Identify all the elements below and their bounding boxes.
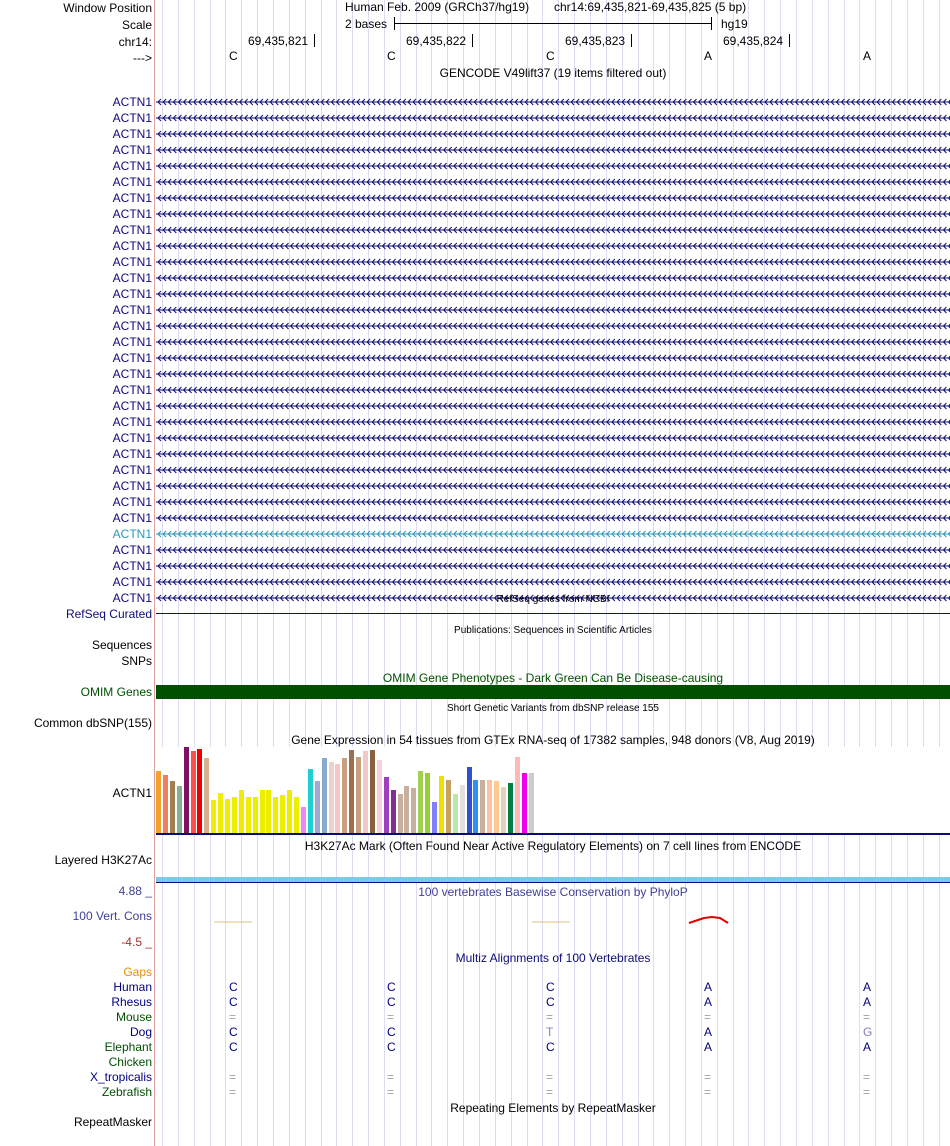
multiz-species-label[interactable]: Chicken (108, 1055, 152, 1069)
gtex-tissue-bar[interactable] (342, 758, 347, 833)
gencode-transcript[interactable] (156, 239, 950, 253)
gtex-label[interactable]: ACTN1 (112, 786, 152, 800)
multiz-base: C (546, 1040, 555, 1054)
gencode-transcript[interactable] (156, 111, 950, 125)
gencode-gene-label[interactable]: ACTN1 (112, 159, 152, 173)
gtex-tissue-bar[interactable] (329, 762, 334, 833)
gencode-gene-label[interactable]: ACTN1 (112, 367, 152, 381)
gencode-gene-label[interactable]: ACTN1 (112, 431, 152, 445)
multiz-base: A (863, 1040, 872, 1054)
gtex-tissue-bar[interactable] (411, 788, 416, 833)
gencode-transcript[interactable] (156, 447, 950, 461)
gencode-gene-label[interactable]: ACTN1 (112, 239, 152, 253)
gtex-tissue-bar[interactable] (501, 787, 506, 833)
strand-label: ---> (133, 51, 152, 65)
gencode-transcript[interactable] (156, 383, 950, 397)
gencode-transcript[interactable] (156, 543, 950, 557)
multiz-base: A (863, 995, 872, 1009)
multiz-base: C (546, 995, 555, 1009)
gtex-tissue-bar[interactable] (301, 807, 306, 833)
gtex-tissue-bar[interactable] (184, 747, 189, 833)
gencode-transcript[interactable] (156, 303, 950, 317)
gtex-tissue-bar[interactable] (391, 790, 396, 833)
gencode-transcript[interactable] (156, 511, 950, 525)
conservation-track-title[interactable]: 100 vertebrates Basewise Conservation by PhyloP (418, 885, 688, 899)
gencode-transcript[interactable] (156, 463, 950, 477)
assembly-name: Human Feb. 2009 (GRCh37/hg19) (345, 0, 530, 14)
coordinate-tick (314, 34, 315, 47)
gencode-transcript[interactable] (156, 207, 950, 221)
gencode-transcript[interactable] (156, 143, 950, 157)
multiz-base: C (546, 980, 555, 994)
publications-track-title[interactable]: Publications: Sequences in Scientific Articles (454, 625, 652, 636)
gtex-tissue-bar[interactable] (515, 757, 520, 833)
coordinate-tick (789, 34, 790, 47)
label-divider (154, 0, 155, 1146)
gtex-tissue-bar[interactable] (425, 773, 430, 833)
gencode-gene-label[interactable]: ACTN1 (112, 527, 152, 541)
gtex-track-title[interactable]: Gene Expression in 54 tissues from GTEx RNA-seq of 17382 samples, 948 donors (V8, Aug 2019) (291, 733, 815, 747)
gtex-tissue-bar[interactable] (446, 780, 451, 833)
window-position[interactable]: chr14:69,435,821-69,435,825 (5 bp) (554, 0, 747, 14)
omim-label[interactable]: OMIM Genes (80, 685, 152, 699)
db-label: hg19 (721, 17, 748, 31)
multiz-base: C (229, 980, 238, 994)
gtex-tissue-bar[interactable] (246, 797, 251, 833)
gtex-tissue-bar[interactable] (308, 769, 313, 833)
multiz-base: A (863, 980, 872, 994)
gencode-transcript[interactable] (156, 351, 950, 365)
gtex-tissue-bar[interactable] (191, 751, 196, 833)
h3k27ac-track-title[interactable]: H3K27Ac Mark (Often Found Near Active Regulatory Elements) on 7 cell lines from ENCODE (304, 839, 802, 853)
multiz-base: C (387, 1040, 396, 1054)
multiz-base: = (546, 1070, 554, 1084)
multiz-base: T (546, 1025, 554, 1039)
gtex-tissue-bar[interactable] (197, 749, 202, 833)
gtex-tissue-bar[interactable] (273, 797, 278, 833)
publications-sequences-label[interactable]: Sequences (91, 638, 152, 652)
multiz-base: = (704, 1085, 712, 1099)
gtex-tissue-bar[interactable] (177, 786, 182, 833)
gtex-tissue-bar[interactable] (473, 780, 478, 833)
reference-base: A (863, 49, 872, 63)
gtex-tissue-bar[interactable] (370, 750, 375, 833)
gencode-transcript[interactable] (156, 559, 950, 573)
reference-base: C (546, 49, 555, 63)
gencode-transcript[interactable] (156, 431, 950, 445)
gtex-tissue-bar[interactable] (170, 781, 175, 833)
coordinate-tick (472, 34, 473, 47)
scale-bar-right-tick (711, 17, 712, 30)
publications-snps-label[interactable]: SNPs (121, 654, 152, 668)
multiz-base: A (704, 1025, 713, 1039)
multiz-base: C (229, 995, 238, 1009)
reference-base: C (387, 49, 396, 63)
gtex-tissue-bar[interactable] (218, 793, 223, 833)
gtex-tissue-bar[interactable] (163, 775, 168, 833)
multiz-species-label[interactable]: Zebrafish (101, 1085, 152, 1099)
coordinate-tick (631, 34, 632, 47)
gencode-transcript[interactable] (156, 127, 950, 141)
gtex-tissue-bar[interactable] (487, 780, 492, 833)
gencode-transcript[interactable] (156, 319, 950, 333)
gencode-transcript[interactable] (156, 95, 950, 109)
gtex-tissue-bar[interactable] (384, 777, 389, 833)
scale-bar (394, 23, 711, 24)
multiz-base: = (229, 1085, 237, 1099)
omim-track-title[interactable]: OMIM Gene Phenotypes - Dark Green Can Be Disease-causing (382, 671, 724, 685)
multiz-base: = (387, 1085, 395, 1099)
gencode-transcript[interactable] (156, 271, 950, 285)
gencode-transcript[interactable] (156, 399, 950, 413)
gencode-transcript[interactable] (156, 335, 950, 349)
gtex-tissue-bar[interactable] (398, 794, 403, 833)
gencode-transcript[interactable] (156, 575, 950, 589)
multiz-base: A (704, 1040, 713, 1054)
refseq-track-title[interactable]: RefSeq genes from NCBI (496, 594, 610, 605)
multiz-base: = (863, 1010, 871, 1024)
gencode-gene-label[interactable]: ACTN1 (112, 495, 152, 509)
multiz-base: = (863, 1070, 871, 1084)
omim-gene-bar[interactable] (156, 685, 950, 699)
conservation-plot[interactable] (156, 910, 950, 930)
gencode-gene-label[interactable]: ACTN1 (112, 191, 152, 205)
gtex-tissue-bar[interactable] (156, 771, 161, 833)
gtex-tissue-bar[interactable] (418, 771, 423, 833)
gencode-transcript[interactable] (156, 367, 950, 381)
h3k27ac-baseline (156, 882, 950, 883)
gtex-tissue-bar[interactable] (204, 758, 209, 833)
multiz-track-title[interactable]: Multiz Alignments of 100 Vertebrates (455, 951, 651, 965)
reference-base: C (229, 49, 238, 63)
gencode-gene-label[interactable]: ACTN1 (112, 127, 152, 141)
gtex-tissue-bar[interactable] (522, 773, 527, 833)
gencode-gene-label[interactable]: ACTN1 (112, 383, 152, 397)
gencode-gene-label[interactable]: ACTN1 (112, 95, 152, 109)
gencode-transcript[interactable] (156, 175, 950, 189)
gtex-tissue-bar[interactable] (294, 797, 299, 833)
repeatmasker-label[interactable]: RepeatMasker (73, 1115, 152, 1129)
chrom-label: chr14: (118, 35, 152, 49)
refseq-gene-line[interactable] (156, 613, 950, 614)
multiz-species-label[interactable]: Rhesus (111, 995, 152, 1009)
gtex-tissue-bar[interactable] (363, 751, 368, 833)
gtex-tissue-bar[interactable] (404, 786, 409, 833)
gencode-gene-label[interactable]: ACTN1 (112, 175, 152, 189)
gencode-track-title[interactable]: GENCODE V49lift37 (19 items filtered out) (439, 66, 667, 80)
multiz-base: A (704, 980, 713, 994)
gencode-gene-label[interactable]: ACTN1 (112, 319, 152, 333)
gtex-tissue-bar[interactable] (432, 802, 437, 833)
coordinate-label: 69,435,822 (406, 34, 467, 48)
gtex-tissue-bar[interactable] (439, 776, 444, 833)
gencode-gene-label[interactable]: ACTN1 (112, 271, 152, 285)
coordinate-label: 69,435,823 (565, 34, 626, 48)
gencode-gene-label[interactable]: ACTN1 (112, 591, 152, 605)
gtex-tissue-bar[interactable] (349, 750, 354, 833)
multiz-gaps-label: Gaps (123, 965, 152, 979)
gtex-tissue-bar[interactable] (494, 781, 499, 833)
gtex-tissue-bar[interactable] (322, 758, 327, 833)
multiz-base: = (387, 1070, 395, 1084)
gtex-tissue-bar[interactable] (260, 790, 265, 833)
repeatmasker-track-title[interactable]: Repeating Elements by RepeatMasker (450, 1101, 656, 1115)
gencode-gene-label[interactable]: ACTN1 (112, 463, 152, 477)
multiz-species-label[interactable]: X_tropicalis (89, 1070, 152, 1084)
conservation-min-label: -4.5 _ (121, 935, 152, 949)
gtex-tissue-bar[interactable] (480, 780, 485, 833)
gtex-bar-chart[interactable] (156, 747, 950, 833)
gencode-gene-label[interactable]: ACTN1 (112, 415, 152, 429)
multiz-base: = (704, 1010, 712, 1024)
gencode-gene-label[interactable]: ACTN1 (112, 575, 152, 589)
gtex-tissue-bar[interactable] (211, 800, 216, 833)
multiz-base: G (863, 1025, 873, 1039)
dbsnp-track-title[interactable]: Short Genetic Variants from dbSNP release 155 (447, 703, 659, 714)
multiz-base: A (704, 995, 713, 1009)
gencode-gene-label[interactable]: ACTN1 (112, 303, 152, 317)
multiz-base: = (863, 1085, 871, 1099)
gencode-transcript[interactable] (156, 527, 950, 541)
gencode-gene-label[interactable]: ACTN1 (112, 335, 152, 349)
scale-label: Scale (121, 18, 152, 32)
gencode-gene-label[interactable]: ACTN1 (112, 447, 152, 461)
gtex-tissue-bar[interactable] (280, 795, 285, 833)
gencode-gene-label[interactable]: ACTN1 (112, 351, 152, 365)
gencode-transcript[interactable] (156, 479, 950, 493)
multiz-base: C (387, 980, 396, 994)
gencode-transcript[interactable] (156, 255, 950, 269)
gencode-gene-label[interactable]: ACTN1 (112, 399, 152, 413)
gtex-tissue-bar[interactable] (287, 790, 292, 833)
gtex-tissue-bar[interactable] (335, 764, 340, 833)
gtex-tissue-bar[interactable] (508, 783, 513, 833)
conservation-label[interactable]: 100 Vert. Cons (72, 909, 152, 923)
multiz-base: = (704, 1070, 712, 1084)
multiz-base: C (387, 995, 396, 1009)
multiz-species-label[interactable]: Dog (129, 1025, 152, 1039)
gencode-transcript[interactable] (156, 191, 950, 205)
multiz-base: = (387, 1010, 395, 1024)
gtex-tissue-bar[interactable] (239, 790, 244, 833)
multiz-base: C (229, 1025, 238, 1039)
window-position-label: Window Position (63, 1, 152, 15)
coordinate-label: 69,435,821 (248, 34, 309, 48)
gencode-gene-label[interactable]: ACTN1 (112, 511, 152, 525)
gencode-transcript[interactable] (156, 287, 950, 301)
gencode-transcript[interactable] (156, 415, 950, 429)
coordinate-label: 69,435,824 (723, 34, 784, 48)
multiz-base: = (546, 1085, 554, 1099)
gtex-tissue-bar[interactable] (253, 797, 258, 833)
gtex-tissue-bar[interactable] (266, 790, 271, 833)
gtex-tissue-bar[interactable] (460, 785, 465, 833)
gencode-gene-label[interactable]: ACTN1 (112, 143, 152, 157)
gtex-tissue-bar[interactable] (467, 767, 472, 833)
gencode-gene-label[interactable]: ACTN1 (112, 287, 152, 301)
multiz-base: = (229, 1070, 237, 1084)
multiz-species-label[interactable]: Elephant (104, 1040, 152, 1054)
gtex-tissue-bar[interactable] (377, 760, 382, 833)
conservation-peak (689, 917, 728, 923)
gencode-transcript[interactable] (156, 495, 950, 509)
gtex-tissue-bar[interactable] (356, 757, 361, 833)
gencode-transcript[interactable] (156, 223, 950, 237)
h3k27ac-label[interactable]: Layered H3K27Ac (54, 853, 152, 867)
multiz-base: = (229, 1010, 237, 1024)
multiz-base: C (387, 1025, 396, 1039)
gtex-tissue-bar[interactable] (315, 781, 320, 833)
gtex-baseline (156, 833, 950, 835)
gtex-tissue-bar[interactable] (232, 797, 237, 833)
multiz-species-label[interactable]: Human (113, 980, 152, 994)
gtex-tissue-bar[interactable] (529, 773, 534, 833)
dbsnp-label[interactable]: Common dbSNP(155) (33, 716, 152, 730)
refseq-label[interactable]: RefSeq Curated (65, 607, 152, 621)
multiz-base: = (546, 1010, 554, 1024)
gencode-gene-label[interactable]: ACTN1 (112, 559, 152, 573)
conservation-max-label: 4.88 _ (118, 884, 152, 898)
scale-text: 2 bases (345, 17, 388, 31)
gencode-transcript[interactable] (156, 159, 950, 173)
gencode-gene-label[interactable]: ACTN1 (112, 207, 152, 221)
multiz-base: C (229, 1040, 238, 1054)
gencode-gene-label[interactable]: ACTN1 (112, 479, 152, 493)
reference-base: A (704, 49, 713, 63)
gtex-tissue-bar[interactable] (225, 799, 230, 833)
gencode-gene-label[interactable]: ACTN1 (112, 543, 152, 557)
gencode-gene-label[interactable]: ACTN1 (112, 223, 152, 237)
gtex-tissue-bar[interactable] (453, 794, 458, 833)
gencode-gene-label[interactable]: ACTN1 (112, 111, 152, 125)
multiz-species-label[interactable]: Mouse (115, 1010, 152, 1024)
gencode-gene-label[interactable]: ACTN1 (112, 255, 152, 269)
